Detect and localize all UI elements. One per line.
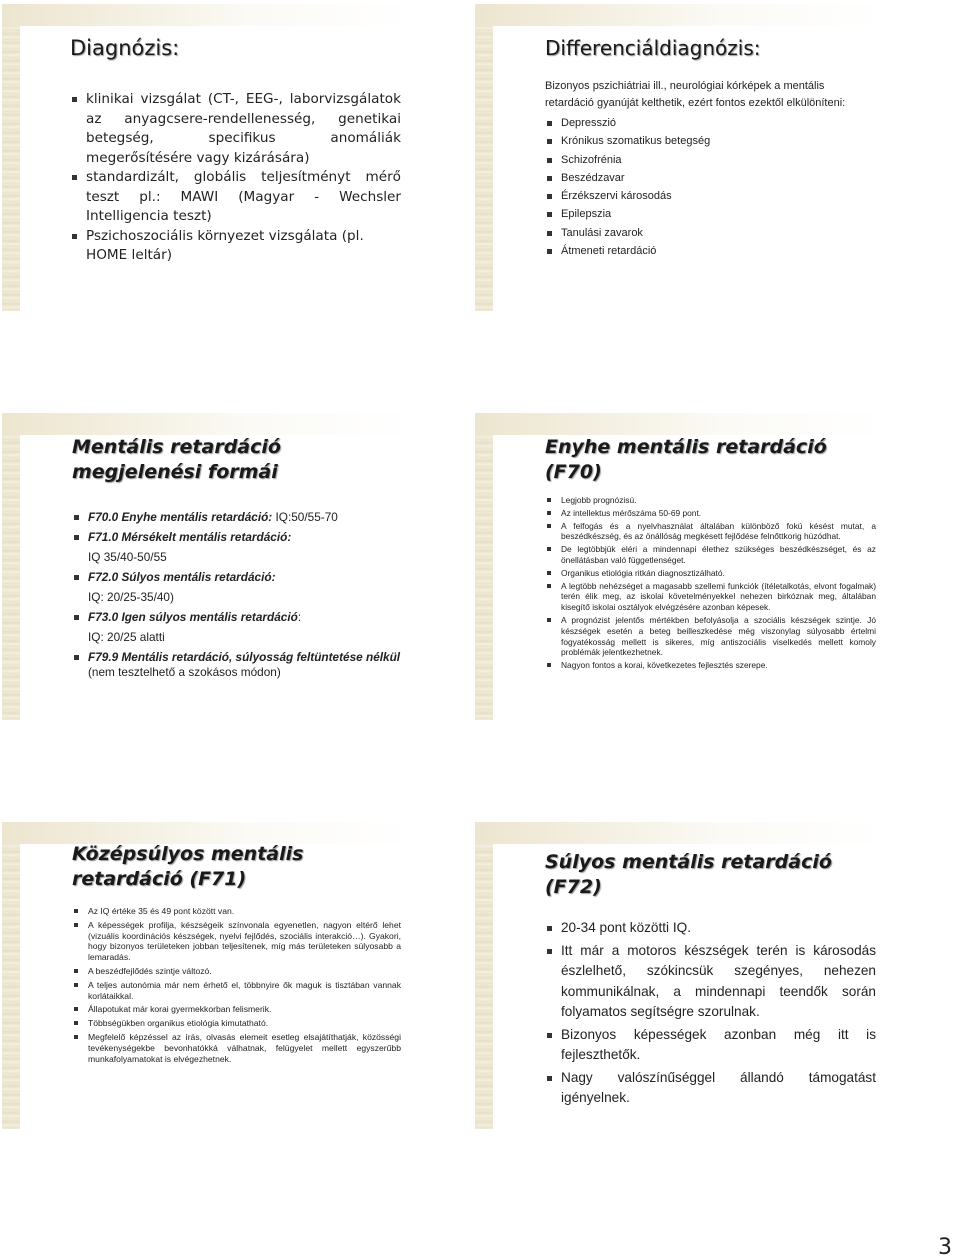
bullet-icon — [74, 969, 78, 973]
list-item: Többségükben organikus etiológia kimutatható. — [72, 1018, 401, 1029]
list-item: Pszichoszociális környezet vizsgálata (pl. HOME leltár) — [70, 227, 401, 266]
bullet-list — [70, 90, 401, 266]
list-item: A felfogás és a nyelvhasználat általában különböző fokú késést mutat, a beszédkészség, és az önállóság megkésett fejlődése felnőttkorig húzódhat. — [545, 521, 876, 543]
bullet-icon — [547, 249, 552, 254]
bullet-icon — [547, 194, 552, 199]
page-number: 3 — [938, 1235, 952, 1260]
bullet-list — [545, 114, 874, 260]
slide-content — [545, 844, 876, 1121]
list-item: A képességek profilja, készségeik színvonala egyenetlen, nagyon eltérő lehet (vizuális koordinációs készségek, nyelvi fejlődés, szociális interakció…). Gyakori, hogy bizonyos területeken jobban teljesítenek, míg más területeken súlyosabb a lemaradás. — [72, 920, 401, 963]
bullet-icon — [547, 547, 551, 551]
slide-title: Enyhe mentális retardáció (F70) — [545, 436, 827, 483]
bullet-icon — [547, 176, 552, 181]
bullet-icon — [74, 575, 79, 580]
list-item: Tanulási zavarok — [545, 224, 874, 242]
list-item: De legtöbbjük eléri a mindennapi élethez szükséges beszédkészséget, és az önellátásban való függetlenséget. — [545, 544, 876, 566]
bullet-icon — [547, 663, 551, 667]
slide-title: Differenciáldiagnózis: — [545, 36, 761, 60]
slide-content — [72, 836, 401, 1121]
list-item: 20-34 pont közötti IQ. — [545, 918, 876, 939]
list-item: A prognózist jelentős mértékben befolyásolja a szociális készségek szintje. Jó készségek esetén a beteg beilleszkedése még viszonylag súlyosabb értelmi fogyatékosság mellett is sikeres, míg antiszociális viselkedés mellett komoly problémák jelentkezhetnek. — [545, 615, 876, 658]
list-item: Depresszió — [545, 114, 874, 132]
list-item: klinikai vizsgálat (CT-, EEG-, laborvizsgálatok az anyagcsere-rendellenesség, genetikai betegség, specifikus anomáliák megerősítésére vagy kizárására) — [70, 90, 401, 168]
slide-texture-top — [475, 4, 888, 26]
bullet-icon — [74, 515, 79, 520]
list-item: A teljes autonómia már nem érhető el, többnyire ők maguk is tisztában vannak korlátaikkal. — [72, 980, 401, 1002]
bullet-icon — [547, 231, 552, 236]
list-item: F73.0 Igen súlyos mentális retardáció: IQ: 20/25 alatti — [72, 607, 401, 647]
list-item: Érzékszervi károsodás — [545, 187, 874, 205]
slide-content — [545, 429, 876, 712]
slide-texture — [475, 822, 493, 1129]
bullet-list — [72, 507, 401, 680]
bullet-icon — [74, 1007, 78, 1011]
list-item: F72.0 Súlyos mentális retardáció: IQ: 20/25-35/40) — [72, 567, 401, 607]
bullet-icon — [547, 158, 552, 163]
list-item: F70.0 Enyhe mentális retardáció: IQ:50/55-70 — [72, 507, 401, 527]
bullet-icon — [547, 926, 552, 931]
slide-title: Diagnózis: — [70, 36, 180, 60]
slide-megjelenesi-formai — [2, 413, 415, 720]
list-item: Nagyon fontos a korai, következetes fejlesztés szerepe. — [545, 660, 876, 671]
slide-diagnozis — [2, 4, 415, 311]
list-item: Megfelelő képzéssel az írás, olvasás elemeit esetleg elsajátíthatják, közösségi tevékenységekbe bevonhatókká válhatnak, felügyelet mellett egyszerűbb munkafolyamatokat is elvégezhetnek. — [72, 1032, 401, 1064]
list-item: Bizonyos képességek azonban még itt is fejleszthetők. — [545, 1025, 876, 1066]
bullet-icon — [547, 1033, 552, 1038]
slide-content — [70, 30, 401, 303]
list-item: Nagy valószínűséggel állandó támogatást igényelnek. — [545, 1068, 876, 1109]
slide-sulyos — [475, 822, 888, 1129]
intro-text: Bizonyos pszichiátriai ill., neurológiai kórképek a mentális retardáció gyanúját kelthetik, ezért fontos ezektől elkülöníteni: — [545, 80, 846, 109]
list-item: Organikus etiológia ritkán diagnosztizálható. — [545, 568, 876, 579]
list-item: F71.0 Mérsékelt mentális retardáció: IQ 35/40-50/55 — [72, 527, 401, 567]
bullet-icon — [547, 511, 551, 515]
slide-title: Középsúlyos mentális retardáció (F71) — [72, 843, 304, 890]
slide-texture — [475, 4, 493, 311]
slide-differencialdiagnozis — [475, 4, 888, 311]
list-item: A beszédfejlődés szintje változó. — [72, 966, 401, 977]
bullet-list — [545, 495, 876, 671]
bullet-icon — [547, 498, 551, 502]
bullet-icon — [547, 1076, 552, 1081]
bullet-icon — [547, 949, 552, 954]
list-item: Epilepszia — [545, 205, 874, 223]
bullet-icon — [74, 1021, 78, 1025]
bullet-icon — [547, 584, 551, 588]
bullet-icon — [547, 618, 551, 622]
bullet-icon — [72, 97, 77, 102]
bullet-icon — [547, 121, 552, 126]
bullet-icon — [74, 1035, 78, 1039]
list-item: Legjobb prognózisú. — [545, 495, 876, 506]
bullet-icon — [547, 212, 552, 217]
list-item: A legtöbb nehézséget a magasabb szellemi funkciók (ítéletalkotás, elvont fogalmak) terén élik meg, az iskolai követelményekkel nehezen birkóznak meg, általában kisegítő iskolai osztályok elvégzésére azonban képesek. — [545, 581, 876, 613]
bullet-icon — [74, 909, 78, 913]
list-item: Schizofrénia — [545, 151, 874, 169]
bullet-icon — [547, 524, 551, 528]
slide-texture-top — [475, 822, 888, 844]
bullet-icon — [74, 535, 79, 540]
slide-content — [72, 429, 401, 712]
list-item: Az IQ értéke 35 és 49 pont között van. — [72, 906, 401, 917]
bullet-icon — [74, 923, 78, 927]
list-item: Itt már a motoros készségek terén is károsodás észlelhető, szókincsük szegényes, nehezen kommunikálnak, a mindennapi teendők során folyamatos segítségre szorulnak. — [545, 941, 876, 1023]
slide-texture — [2, 822, 20, 1129]
slide-texture — [2, 413, 20, 720]
list-item: Az intellektus mérőszáma 50-69 pont. — [545, 508, 876, 519]
slide-title: Súlyos mentális retardáció (F72) — [545, 851, 832, 898]
slide-texture — [475, 413, 493, 720]
bullet-list — [545, 918, 876, 1109]
bullet-icon — [74, 655, 79, 660]
bullet-icon — [547, 571, 551, 575]
bullet-icon — [72, 234, 77, 239]
bullet-icon — [74, 615, 79, 620]
bullet-list — [72, 906, 401, 1064]
list-item: Átmeneti retardáció — [545, 242, 874, 260]
slide-kozepsulyos — [2, 822, 415, 1129]
bullet-icon — [74, 983, 78, 987]
slide-enyhe — [475, 413, 888, 720]
list-item: Beszédzavar — [545, 169, 874, 187]
bullet-icon — [547, 139, 552, 144]
list-item: Állapotukat már korai gyermekkorban felismerik. — [72, 1004, 401, 1015]
list-item: standardizált, globális teljesítményt mérő teszt pl.: MAWI (Magyar - Wechsler Intelligencia teszt) — [70, 168, 401, 227]
bullet-icon — [72, 175, 77, 180]
list-item: F79.9 Mentális retardáció, súlyosság feltüntetése nélkül (nem tesztelhető a szokásos módon) — [72, 650, 401, 680]
slide-title: Mentális retardáció megjelenési formái — [72, 436, 281, 483]
slide-texture — [2, 4, 20, 311]
list-item: Krónikus szomatikus betegség — [545, 132, 874, 150]
slide-texture-top — [2, 4, 415, 26]
slide-content — [545, 30, 874, 303]
